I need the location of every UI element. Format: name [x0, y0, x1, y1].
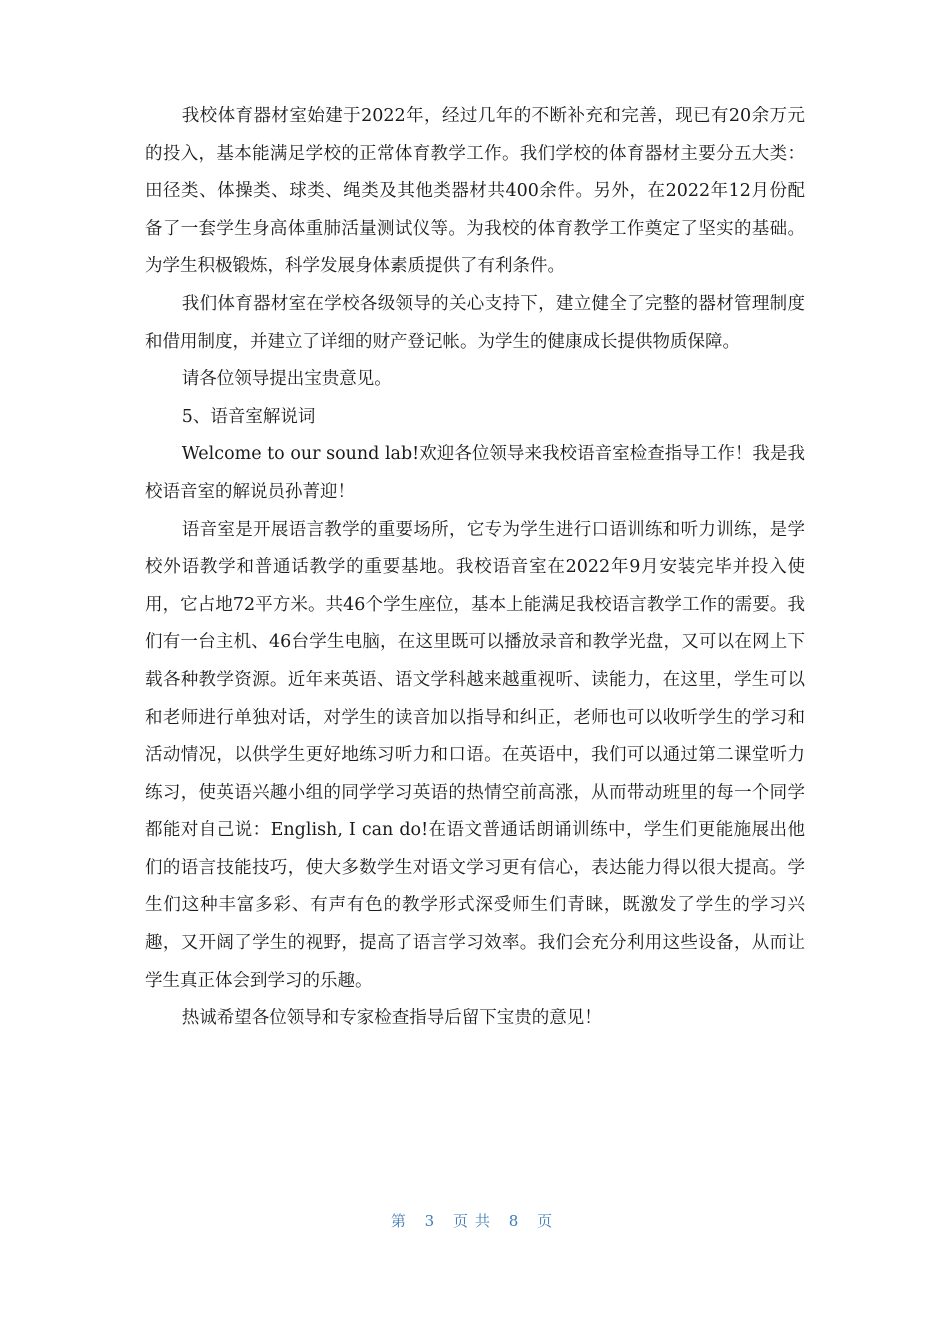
paragraph-sound-lab-welcome: Welcome to our sound lab!欢迎各位领导来我校语音室检查指导工作！我是我校语音室的解说员孙菁迎！	[145, 444, 805, 502]
paragraph-request-feedback: 请各位领导提出宝贵意见。	[181, 369, 392, 390]
paragraph-sports-room-management: 我们体育器材室在学校各级领导的关心支持下，建立健全了完整的器材管理制度和借用制度，并建立了详细的财产登记帐。为学生的健康成长提供物质保障。	[145, 293, 805, 352]
page-number-footer: 第 3 页共 8 页	[390, 1212, 560, 1230]
section-heading-sound-lab: 5、语音室解说词	[181, 406, 316, 427]
document-body	[145, 98, 805, 1038]
paragraph-sound-lab-description: 语音室是开展语言教学的重要场所，它专为学生进行口语训练和听力训练，是学校外语教学和普通话教学的重要基地。我校语音室在2022年9月安装完毕并投入使用，它占地72平方米。共46个学生座位，基本上能满足我校语言教学工作的需要。我们有一台主机、46台学生电脑，在这里既可以播放录音和教学光盘，又可以在网上下载各种教学资源。近年来英语、语文学科越来越重视听、读能力，在这里，学生可以和老师进行单独对话，对学生的读音加以指导和纠正，老师也可以收听学生的学习和活动情况，以供学生更好地练习听力和口语。在英语中，我们可以通过第二课堂听力练习，使英语兴趣小组的同学学习英语的热情空前高涨，从而带动班里的每一个同学都能对自己说：English, I can do!在语文普通话朗诵训练中，学生们更能施展出他们的语言技能技巧，使大多数学生对语文学习更有信心，表达能力得以很大提高。学生们这种丰富多彩、有声有色的教学形式深受师生们青睐，既激发了学生的学习兴趣，又开阔了学生的视野，提高了语言学习效率。我们会充分利用这些设备，从而让学生真正体会到学习的乐趣。	[145, 519, 805, 991]
paragraph-closing: 热诚希望各位领导和专家检查指导后留下宝贵的意见！	[181, 1008, 602, 1029]
paragraph-sports-room-intro: 我校体育器材室始建于2022年，经过几年的不断补充和完善，现已有20余万元的投入，基本能满足学校的正常体育教学工作。我们学校的体育器材主要分五大类：田径类、体操类、球类、绳类及其他类器材共400余件。另外，在2022年12月份配备了一套学生身高体重肺活量测试仪等。为我校的体育教学工作奠定了坚实的基础。为学生积极锻炼，科学发展身体素质提供了有利条件。	[145, 106, 805, 277]
